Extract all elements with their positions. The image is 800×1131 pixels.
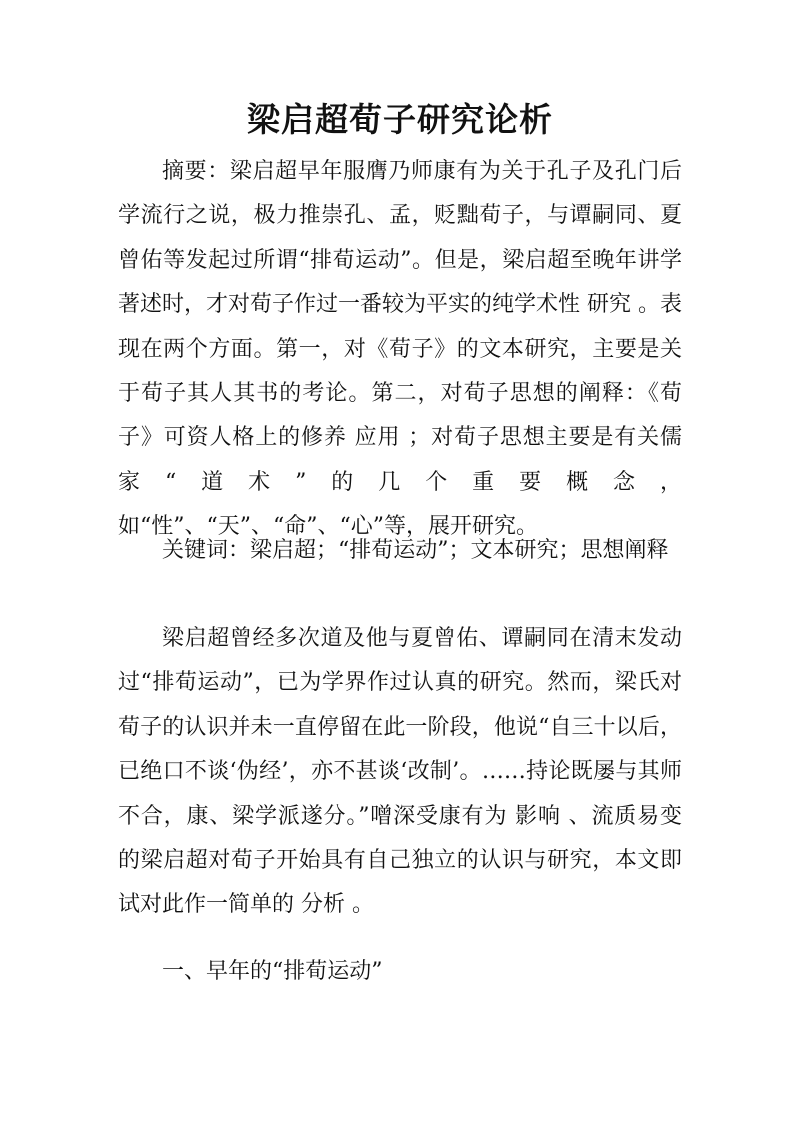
keywords-line: 关键词：梁启超；“排荀运动”；文本研究；思想阐释 [162, 538, 669, 563]
section-heading: 一、早年的“排荀运动” [162, 959, 383, 984]
document-title: 梁启超荀子研究论析 [247, 100, 553, 139]
abstract-paragraph: 摘要：梁启超早年服膺乃师康有为关于孔子及孔门后学流行之说，极力推崇孔、孟，贬黜荀子，与谭嗣同、夏曾佑等发起过所谓“排荀运动”。但是，梁启超至晚年讲学著述时，才对荀子作过一番较为平实的纯学术性 研究 。表现在两个方面。第一，对《荀子》的文本研究，主要是关于荀子其人其书的考论。第二，对荀子思想的阐释：《荀子》可资人格上的修养 应用 ；对荀子思想主要是有关儒家“道术”的几个重要概念，如“性”、“天”、“命”、“心”等，展开研究。 [118, 159, 682, 540]
body-paragraph: 梁启超曾经多次道及他与夏曾佑、谭嗣同在清末发动过“排荀运动”，已为学界作过认真的研究。然而，梁氏对荀子的认识并未一直停留在此一阶段，他说“自三十以后，已绝口不谈‘伪经’，亦不甚谈‘改制’。……持论既屡与其师不合，康、梁学派遂分。”噌深受康有为 影响 、流质易变的梁启超对荀子开始具有自己独立的认识与研究，本文即试对此作一简单的 分析 。 [118, 626, 682, 918]
